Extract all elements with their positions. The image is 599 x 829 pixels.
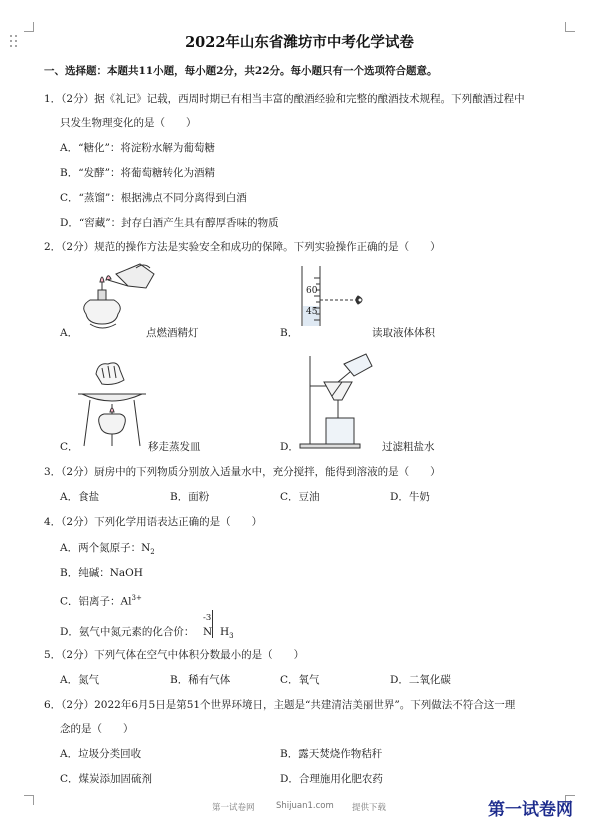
q4-c-superscript: 3+ — [131, 594, 142, 602]
q2-option-d-letter: D． — [280, 441, 299, 453]
q1-option-b: B．“发酵”：将葡萄糖转化为酒精 — [60, 167, 215, 179]
q1-option-d: D．“窖藏”：封存白酒产生具有醇厚香味的物质 — [60, 217, 279, 229]
q4-d-element: N — [203, 626, 213, 638]
q4-a-subscript: 2 — [150, 548, 155, 557]
q4-a-text: A．两个氮原子： — [60, 542, 142, 554]
q4-option-a — [60, 541, 155, 559]
crop-mark-bottom-left — [24, 795, 34, 805]
q2-option-a-letter: A． — [60, 327, 79, 339]
crop-mark-top-left — [24, 22, 34, 32]
q4-d-hydrogen: H — [220, 626, 230, 638]
q4-b-formula: NaOH — [109, 567, 143, 579]
q6-option-b: B．露天焚烧作物秸秆 — [280, 748, 383, 760]
q3-stem: 3．（2分）厨房中的下列物质分别放入适量水中，充分搅拌，能得到溶液的是（ ） — [44, 466, 441, 478]
q5-option-d: D．二氧化碳 — [390, 674, 451, 686]
footer-site-name: 第一试卷网 — [212, 803, 255, 813]
q6-option-d: D．合理施用化肥农药 — [280, 773, 383, 785]
q1-option-a: A．“糖化”：将淀粉水解为葡萄糖 — [60, 142, 215, 154]
q4-a-formula: N — [141, 542, 151, 554]
q3-option-d: D．牛奶 — [390, 491, 430, 503]
q2-stem: 2．（2分）规范的操作方法是实验安全和成功的保障。下列实验操作正确的是（ ） — [44, 241, 441, 253]
q4-stem: 4．（2分）下列化学用语表达正确的是（ ） — [44, 516, 263, 528]
footer-download: 提供下载 — [352, 803, 387, 813]
brand-watermark: 第一试卷网 — [488, 800, 573, 820]
q1-stem-line1: 1．（2分）据《礼记》记载，西周时期已有相当丰富的酿酒经验和完整的酿酒技术规程。下列酿酒过程中 — [44, 93, 525, 105]
q6-option-c: C．煤炭添加固硫剂 — [60, 773, 153, 785]
q2-option-b-caption: 读取液体体积 — [372, 327, 435, 339]
q4-d-rest — [220, 625, 234, 643]
q5-option-b: B．稀有气体 — [170, 674, 231, 686]
q1-option-c: C．“蒸馏”：根据沸点不同分离得到白酒 — [60, 192, 247, 204]
q2-option-c-caption: 移走蒸发皿 — [148, 441, 201, 453]
q5-stem: 5．（2分）下列气体在空气中体积分数最小的是（ ） — [44, 649, 305, 661]
q3-option-a: A．食盐 — [60, 491, 100, 503]
crop-mark-top-right — [565, 22, 575, 32]
q2-option-d-caption: 过滤粗盐水 — [382, 441, 435, 453]
q6-stem-line2: 念的是（ ） — [60, 723, 134, 735]
page-title: 2022年山东省潍坊市中考化学试卷 — [185, 34, 414, 51]
q2-option-c-letter: C． — [60, 441, 79, 453]
q4-d-valence: -3 — [203, 613, 212, 623]
q5-option-c: C．氧气 — [280, 674, 320, 686]
figure-remove-evaporating-dish — [74, 360, 150, 450]
q4-option-b — [60, 566, 143, 580]
q2-b-tick-45: 45 — [306, 307, 318, 317]
q3-option-b: B．面粉 — [170, 491, 210, 503]
q4-b-text: B．纯碱： — [60, 567, 110, 579]
section-heading: 一、选择题：本题共11小题，每小题2分，共22分。每小题只有一个选项符合题意。 — [44, 65, 438, 77]
q4-option-c — [60, 591, 142, 609]
q4-d-bracket-line — [212, 610, 213, 638]
footer-site-url[interactable]: Shijuan1.com — [276, 801, 334, 811]
q5-option-a: A．氮气 — [60, 674, 100, 686]
q2-option-a-caption: 点燃酒精灯 — [146, 327, 199, 339]
q3-option-c: C．豆油 — [280, 491, 320, 503]
q2-option-b-letter: B． — [280, 327, 299, 339]
q4-c-text: C．铝离子： — [60, 595, 121, 608]
q4-option-d-text: D．氨气中氮元素的化合价： — [60, 626, 195, 638]
q1-stem-line2: 只发生物理变化的是（ ） — [60, 117, 197, 129]
figure-filter-salt-water — [298, 352, 376, 450]
q2-b-tick-60: 60 — [306, 286, 318, 296]
q6-stem-line1: 6．（2分）2022年6月5日是第51个世界环境日，主题是“共建清洁美丽世界”。下列做法不符合这一理 — [44, 699, 516, 711]
q4-c-formula: Al — [120, 595, 132, 608]
q6-option-a: A．垃圾分类回收 — [60, 748, 142, 760]
q4-d-subscript: 3 — [229, 632, 234, 641]
